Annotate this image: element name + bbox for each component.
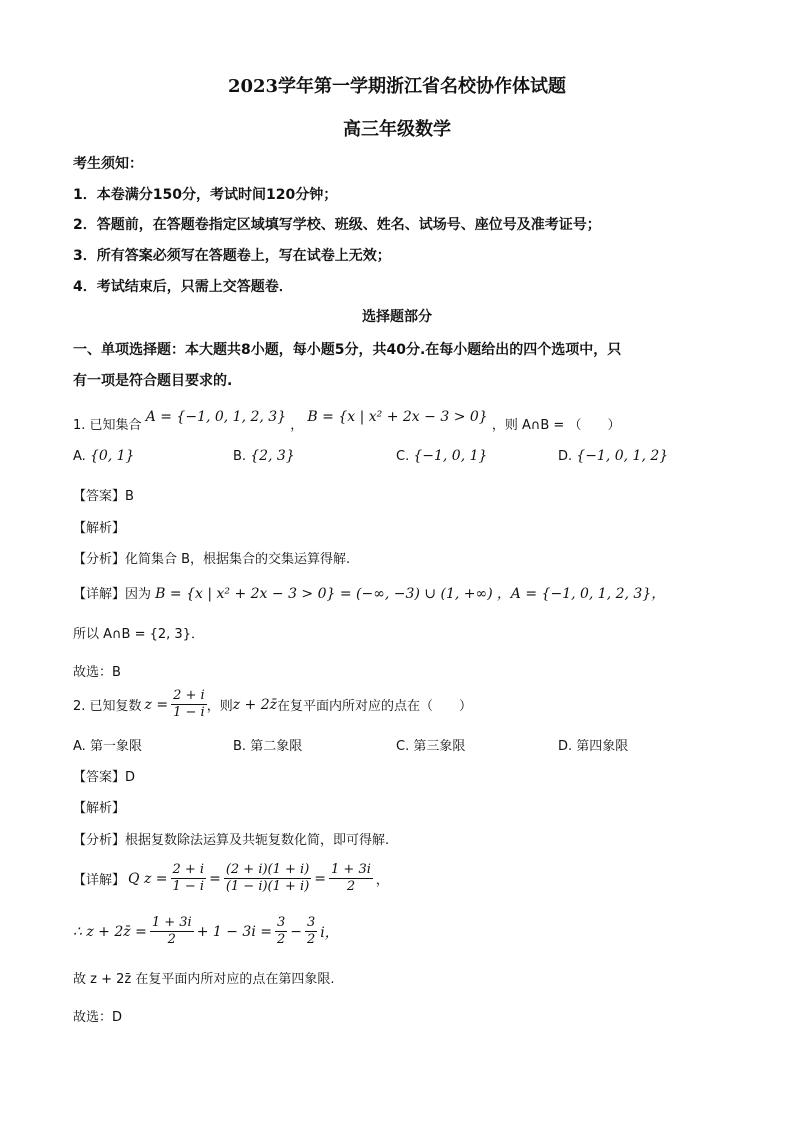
comma: ， (375, 873, 389, 888)
q1-stem (73, 409, 621, 433)
q2-option-b (233, 735, 302, 754)
q2-detail-tag: 【详解】 (73, 873, 126, 888)
option-label: D. (558, 449, 573, 464)
option-value: 第三象限 (413, 739, 466, 754)
q1-detail-tag: 【详解】因为 (73, 587, 152, 602)
fraction-numerator: 2 + i (173, 688, 205, 703)
fraction-denominator: 2 (276, 932, 286, 947)
q1-detail-expr2: ，A = {−1, 0, 1, 2, 3}， (496, 586, 666, 602)
option-value: {2, 3} (250, 448, 295, 464)
equals-sign: = (314, 870, 327, 887)
q2-z-fraction (171, 688, 207, 721)
q2-step2-mid: + 1 − 3i = (196, 923, 272, 940)
option-label: B. (233, 449, 247, 464)
option-label: D. (558, 739, 573, 754)
q1-analysis-tag: 【解析】 (73, 521, 126, 536)
option-value: {−1, 0, 1} (413, 448, 488, 464)
q1-comma: ， (290, 418, 304, 433)
q1-answer: 【答案】B (73, 489, 134, 504)
q2-ask: 在复平面内所对应的点在（ ） (277, 699, 473, 714)
q2-fenxi: 【分析】根据复数除法运算及共轭复数化简，即可得解. (73, 833, 390, 848)
equals-sign: = (209, 870, 221, 887)
q1-option-b (233, 448, 295, 464)
q2-choose: 故选：D (73, 1010, 123, 1025)
section-heading-line1: 一、单项选择题：本大题共8小题，每小题5分，共40分.在每小题给出的四个选项中，只 (73, 342, 622, 358)
q2-step1-frac3 (329, 862, 373, 895)
notice-item-1: 1．本卷满分150分，考试时间120分钟； (73, 187, 338, 203)
fraction-numerator: 2 + i (172, 862, 205, 877)
q2-prefix: 2. 已知复数 (73, 699, 142, 714)
q1-choose: 故选：B (73, 665, 121, 680)
q1-prefix: 1. 已知集合 (73, 418, 142, 433)
q1-detail (73, 583, 665, 603)
option-value: {−1, 0, 1, 2} (576, 448, 669, 464)
q1-ask: ，则 A∩B = （ ） (491, 418, 621, 433)
fraction-numerator: 3 (307, 915, 316, 930)
section-title: 选择题部分 (362, 309, 432, 325)
q2-step2-tail: i， (320, 924, 339, 941)
q2-step2-frac3 (305, 915, 317, 948)
option-label: C. (396, 739, 410, 754)
minus-sign: − (290, 923, 302, 940)
option-value: 第二象限 (250, 739, 303, 754)
fraction-denominator: 2 (167, 932, 176, 947)
option-value: 第四象限 (576, 739, 629, 754)
q1-option-a (73, 448, 134, 464)
q2-analysis-tag: 【解析】 (73, 801, 126, 816)
notice-item-4: 4．考试结束后，只需上交答题卷． (73, 279, 293, 295)
q2-z-lhs: z = (144, 696, 169, 713)
fraction-denominator: 2 (307, 932, 316, 947)
q2-mid: ，则 (206, 699, 233, 714)
q1-detail-expr: B = {x | x² + 2x − 3 > 0} = (−∞, −3) ∪ (1, +∞) (155, 586, 493, 602)
fraction-numerator: 3 (276, 915, 286, 930)
q2-answer: 【答案】D (73, 770, 136, 785)
option-label: A. (73, 739, 86, 754)
option-label: A. (73, 449, 86, 464)
q1-set-b: B = {x | x² + 2x − 3 > 0} (307, 409, 488, 425)
fraction-numerator: 1 + 3i (151, 915, 192, 930)
q2-step1 (73, 862, 389, 895)
q1-option-c (396, 448, 487, 464)
option-value: 第一象限 (89, 739, 142, 754)
q2-option-a (73, 735, 142, 754)
q2-step1-lhs: Q z = (128, 870, 168, 887)
q2-option-d (558, 735, 628, 754)
q2-expr: z + 2z̄ (232, 696, 278, 713)
fraction-numerator: (2 + i)(1 + i) (225, 862, 310, 877)
q2-step2-frac2 (275, 915, 287, 948)
fraction-numerator: 1 + 3i (331, 862, 371, 877)
option-label: B. (233, 739, 247, 754)
fraction-denominator: 2 (346, 879, 356, 894)
q2-stem (73, 688, 472, 721)
q1-option-d (558, 448, 668, 464)
notice-item-3: 3．所有答案必须写在答题卷上，写在试卷上无效； (73, 248, 391, 264)
notice-item-2: 2．答题前，在答题卷指定区域填写学校、班级、姓名、试场号、座位号及准考证号； (73, 217, 601, 233)
fraction-denominator: 1 − i (173, 705, 205, 720)
q2-step2-lhs: ∴ z + 2z̄ = (73, 923, 147, 940)
q2-step1-frac2 (224, 862, 311, 895)
page-title: 2023学年第一学期浙江省名校协作体试题 (227, 76, 567, 97)
page-subtitle: 高三年级数学 (343, 119, 451, 140)
q2-step2 (73, 915, 339, 948)
section-heading-line2: 有一项是符合题目要求的. (73, 373, 233, 389)
q2-step2-frac1 (150, 915, 194, 948)
notice-heading: 考生须知： (73, 156, 143, 172)
fraction-denominator: (1 − i)(1 + i) (225, 879, 310, 894)
option-label: C. (396, 449, 410, 464)
fraction-denominator: 1 − i (172, 879, 205, 894)
q1-set-a: A = {−1, 0, 1, 2, 3} (145, 409, 287, 425)
option-value: {0, 1} (89, 448, 135, 464)
q1-fenxi: 【分析】化简集合 B，根据集合的交集运算得解. (73, 552, 351, 567)
q2-step1-frac1 (171, 862, 207, 895)
q2-conclusion: 故 z + 2z̄ 在复平面内所对应的点在第四象限. (73, 972, 335, 987)
q2-option-c (396, 735, 465, 754)
q1-so: 所以 A∩B = {2, 3}． (73, 627, 204, 642)
